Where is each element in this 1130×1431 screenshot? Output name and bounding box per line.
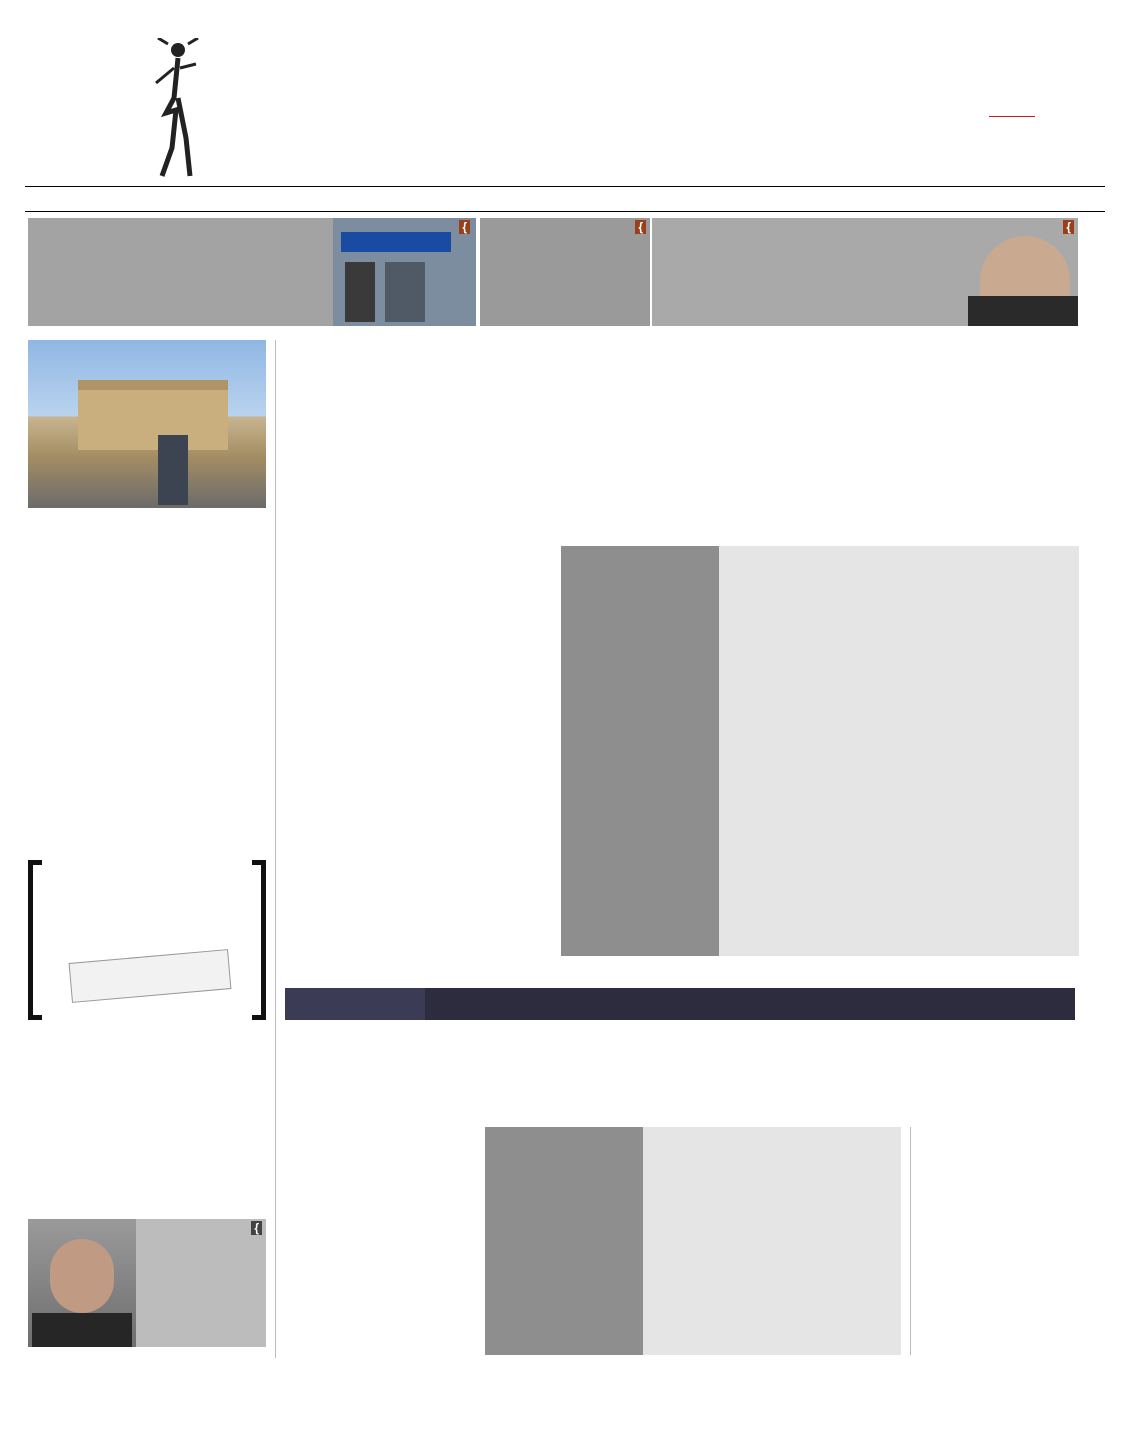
banner-label (285, 988, 425, 1020)
kepe-article (918, 1268, 1078, 1360)
elections-box (561, 546, 719, 956)
lead-pullquote (455, 700, 551, 708)
teaser-photo-bank (333, 218, 476, 326)
tourist-figure (158, 435, 188, 505)
portrait-face (50, 1239, 114, 1313)
bank-door (345, 262, 375, 322)
sakellis-box[interactable] (28, 1219, 266, 1347)
anniversary-divider (989, 116, 1035, 117)
page-tag: { (635, 220, 646, 234)
teaser-sallas[interactable] (652, 218, 1078, 326)
elections-bar-charts (719, 546, 1079, 956)
elections-charts (719, 546, 1079, 956)
portrait-suit (32, 1313, 132, 1347)
page-tag: { (251, 1221, 262, 1235)
entheto-promo[interactable] (28, 860, 266, 1022)
kepe-divider (910, 1127, 911, 1355)
bank-sign (341, 232, 451, 252)
portrait-suit (968, 296, 1078, 326)
anniversary-badge (915, 40, 1065, 180)
masthead-rule-top (25, 186, 1105, 187)
spacer (1075, 1052, 1079, 1060)
page-tag: { (459, 220, 470, 234)
lead-article (285, 528, 555, 968)
market-box (485, 1127, 643, 1355)
bracket-left (28, 860, 42, 1020)
hermes-logo-icon (150, 38, 200, 178)
masthead-rule-bottom (25, 211, 1105, 212)
teaser-attica-bank[interactable] (28, 218, 333, 326)
masthead-title (248, 40, 709, 185)
executive-magazine (69, 949, 232, 1003)
index-chart (643, 1127, 901, 1355)
bank-window (385, 262, 425, 322)
bracket-right (252, 860, 266, 1020)
general-index-line-chart (643, 1127, 901, 1355)
executive-label (118, 967, 126, 968)
bonds-banner[interactable] (285, 988, 1075, 1020)
teaser-ose[interactable] (480, 218, 650, 326)
portrait-sakellis (28, 1219, 136, 1347)
parthenon-shape (78, 380, 228, 450)
parthenon-photo (28, 340, 266, 508)
column-divider (275, 340, 276, 1358)
second-article (285, 1125, 475, 1365)
page-tag: { (1063, 220, 1074, 234)
